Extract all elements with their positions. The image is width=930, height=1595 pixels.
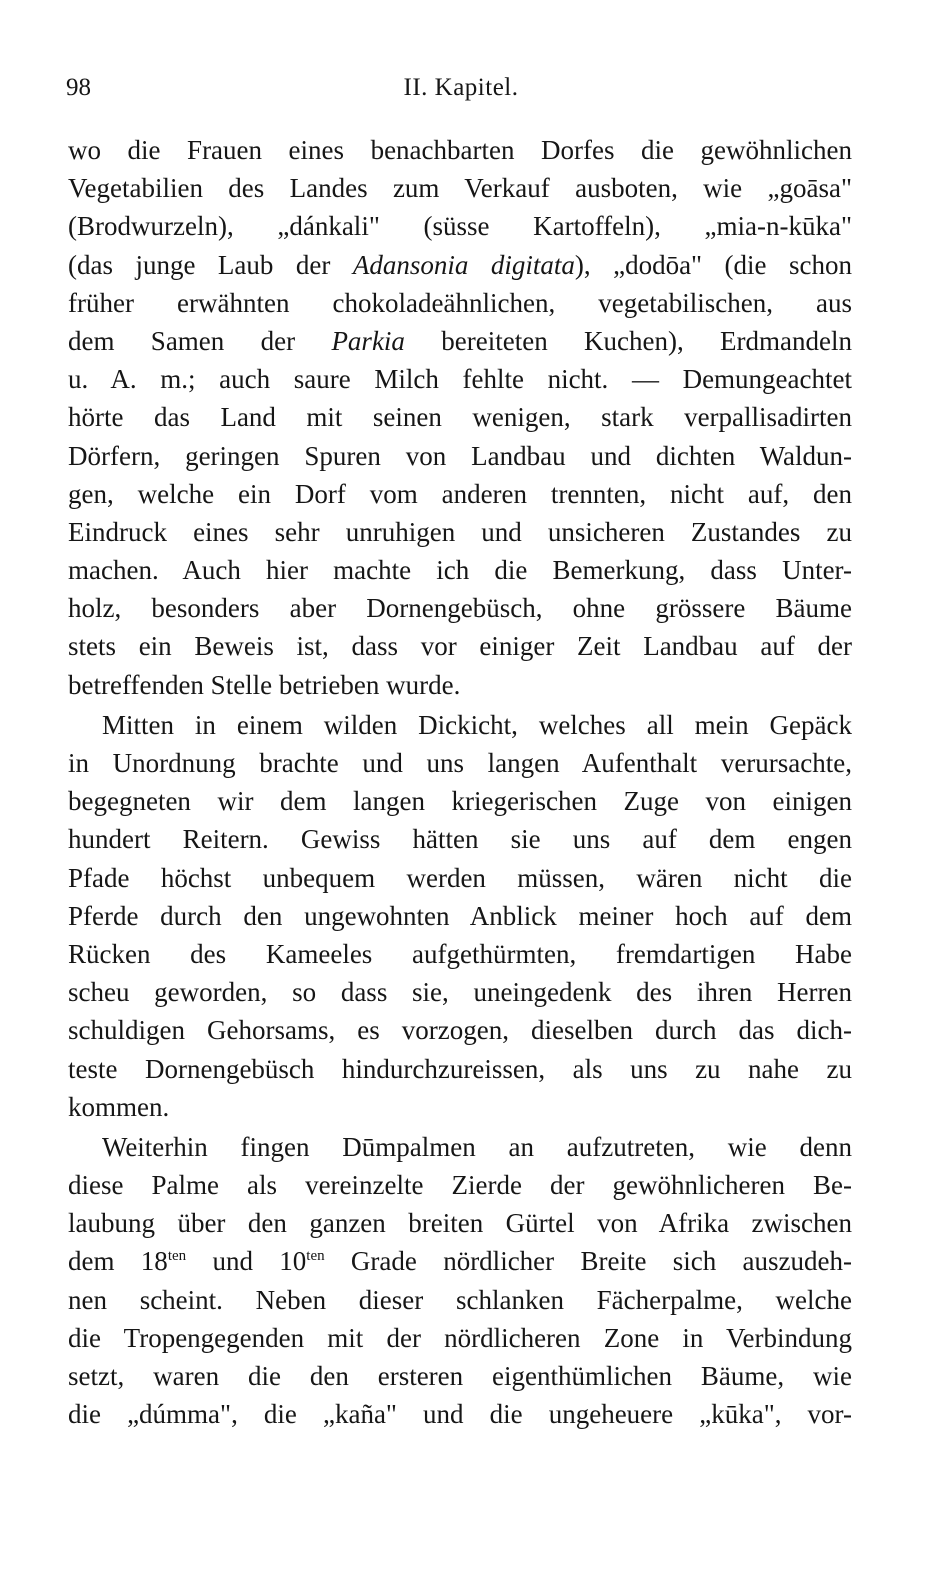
text-line: holz, besonders aber Dornengebüsch, ohne grössere Bäume	[68, 593, 852, 624]
text-line: die Tropengegenden mit der nördlicheren Zone in Verbindung	[68, 1322, 852, 1353]
paragraph	[68, 1128, 852, 1434]
paragraph	[68, 131, 852, 704]
text-line: Pfade höchst unbequem werden müssen, wären nicht die	[68, 862, 852, 893]
text-line: früher erwähnten chokoladeähnlichen, vegetabilischen, aus	[68, 287, 852, 318]
running-head	[66, 74, 856, 108]
text-line: Pferde durch den ungewohnten Anblick meiner hoch auf dem	[68, 900, 852, 931]
text-line: machen. Auch hier machte ich die Bemerkung, dass Unter-	[68, 555, 852, 586]
text-line: Rücken des Kameeles aufgethürmten, fremdartigen Habe	[68, 938, 852, 969]
text-segment: bereiteten Kuchen), Erdmandeln	[404, 325, 852, 356]
text-segment: dem 18	[68, 1246, 168, 1277]
text-line: Vegetabilien des Landes zum Verkauf ausboten, wie „goāsa"	[68, 173, 852, 204]
text-line	[68, 1242, 852, 1280]
text-line: Dörfern, geringen Spuren von Landbau und dichten Waldun-	[68, 440, 852, 471]
text-line: in Unordnung brachte und uns langen Aufenthalt verursachte,	[68, 748, 852, 778]
text-line: die „dúmma", die „kaña" und die ungeheuere „kūka", vor-	[68, 1399, 852, 1430]
body-text	[68, 131, 852, 1433]
chapter-title: II. Kapitel.	[403, 74, 519, 101]
text-line: gen, welche ein Dorf vom anderen trennten, nicht auf, den	[68, 478, 852, 509]
text-line: diese Palme als vereinzelte Zierde der gewöhnlicheren Be-	[68, 1170, 852, 1201]
text-segment: (das junge Laub der	[68, 249, 353, 280]
text-line: hörte das Land mit seinen wenigen, stark verpallisadirten	[68, 402, 852, 433]
text-line: setzt, waren die den ersteren eigenthümlichen Bäume, wie	[68, 1361, 852, 1391]
text-line: stets ein Beweis ist, dass vor einiger Zeit Landbau auf der	[68, 631, 852, 662]
text-line: laubung über den ganzen breiten Gürtel von Afrika zwischen	[68, 1208, 852, 1239]
text-line: Weiterhin fingen Dūmpalmen an aufzutreten, wie denn	[102, 1131, 852, 1162]
superscript: ten	[306, 1248, 325, 1265]
italic-genus-name: Parkia	[331, 325, 405, 356]
text-line	[68, 246, 852, 284]
text-line: kommen.	[68, 1091, 170, 1122]
text-line: schuldigen Gehorsams, es vorzogen, dieselben durch das dich-	[68, 1015, 852, 1046]
text-line: wo die Frauen eines benachbarten Dorfes die gewöhnlichen	[68, 135, 852, 165]
italic-species-name: Adansonia digitata	[352, 249, 575, 280]
text-segment: ), „dodōa" (die schon	[574, 249, 852, 280]
text-segment: und 10	[186, 1246, 307, 1277]
text-line: Mitten in einem wilden Dickicht, welches all mein Gepäck	[102, 709, 852, 740]
superscript: ten	[167, 1248, 187, 1265]
paragraph	[68, 706, 852, 1126]
text-line: (Brodwurzeln), „dánkali" (süsse Kartoffeln), „mia-n-kūka"	[68, 211, 852, 242]
text-line: scheu geworden, so dass sie, uneingedenk des ihren Herren	[68, 977, 852, 1008]
text-line: u. A. m.; auch saure Milch fehlte nicht. — Demungeachtet	[68, 364, 852, 395]
text-line: Eindruck eines sehr unruhigen und unsicheren Zustandes zu	[68, 516, 852, 547]
text-line: hundert Reitern. Gewiss hätten sie uns auf dem engen	[68, 824, 852, 855]
text-line: teste Dornengebüsch hindurchzureissen, als uns zu nahe zu	[68, 1053, 852, 1084]
text-segment: dem Samen der	[68, 325, 332, 356]
text-line: begegneten wir dem langen kriegerischen Zuge von einigen	[68, 786, 852, 817]
text-line	[68, 322, 852, 360]
page-number: 98	[66, 74, 91, 101]
text-line: nen scheint. Neben dieser schlanken Fächerpalme, welche	[68, 1284, 852, 1315]
text-line: betreffenden Stelle betrieben wurde.	[68, 669, 461, 700]
text-segment: Grade nördlicher Breite sich auszudeh-	[324, 1246, 852, 1277]
